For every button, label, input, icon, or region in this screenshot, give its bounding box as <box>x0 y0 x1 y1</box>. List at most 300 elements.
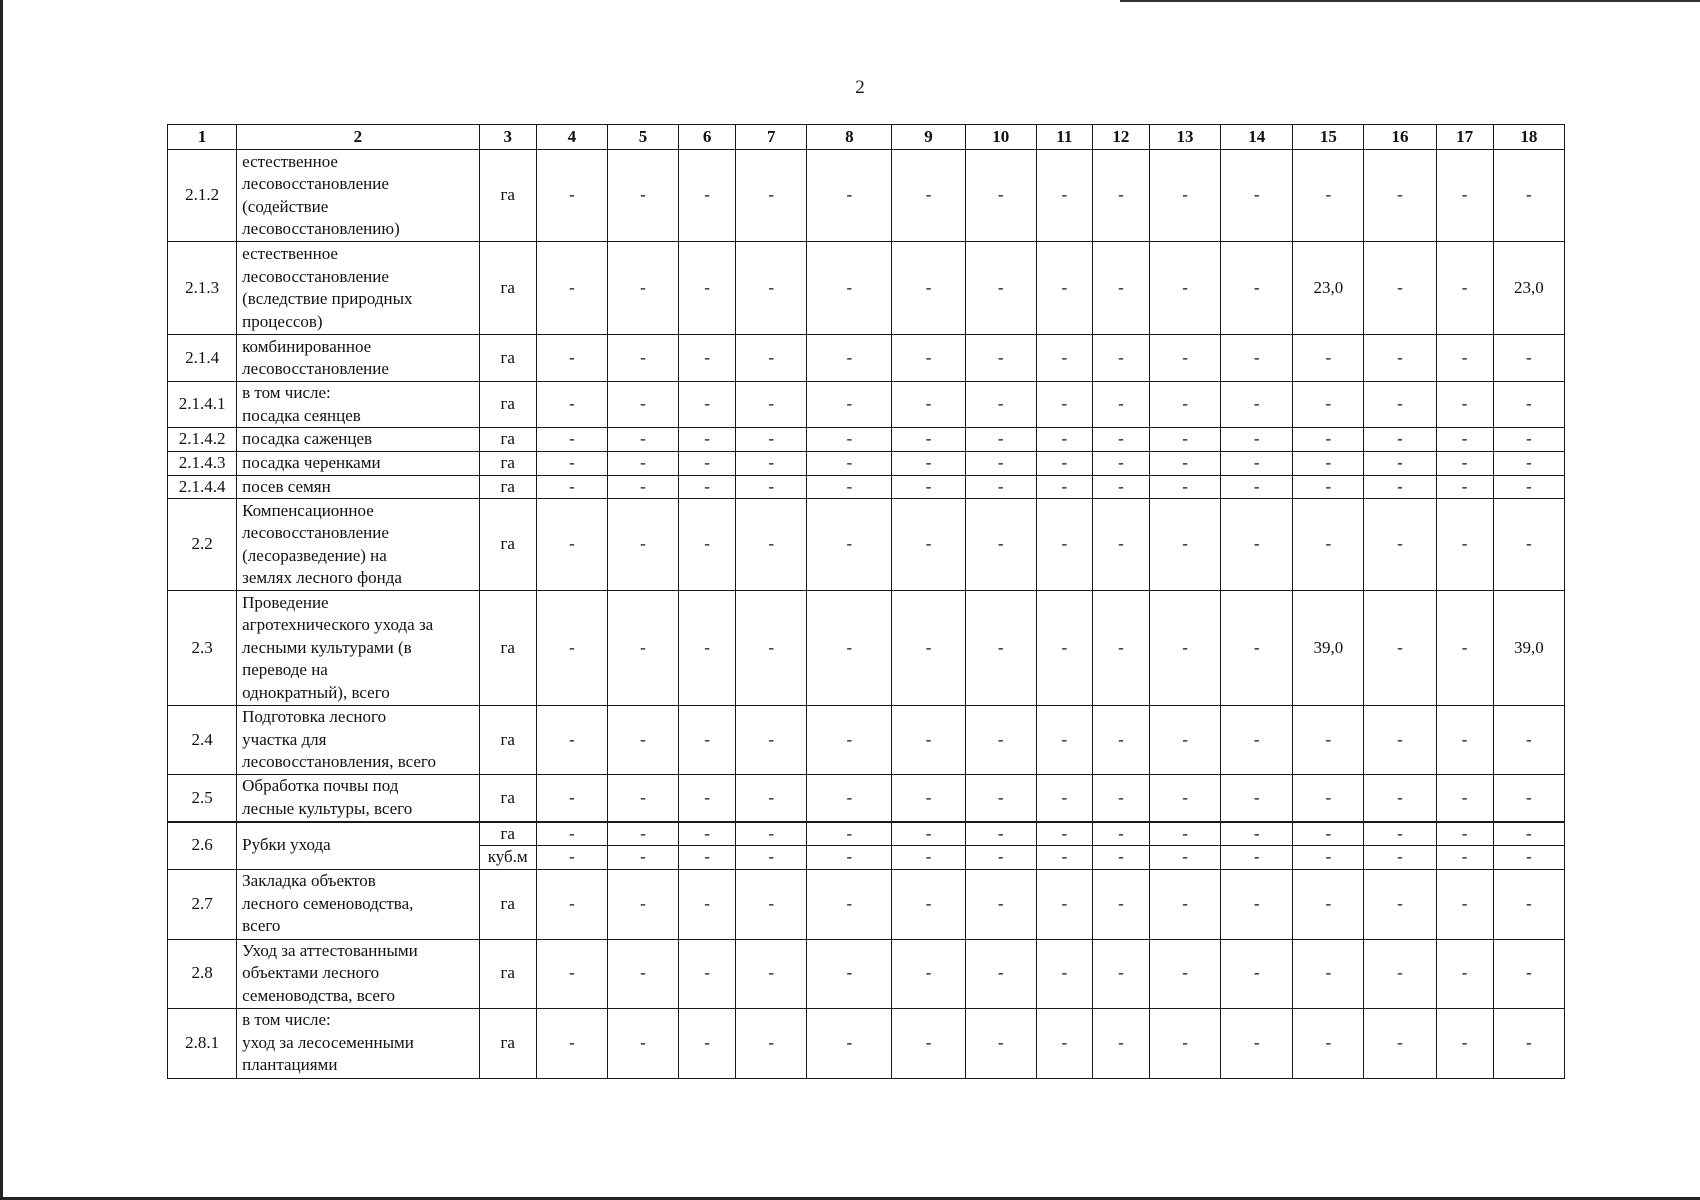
value-cell-col-6: - <box>679 451 736 475</box>
row-unit: га <box>479 706 536 775</box>
value-cell-col-16: - <box>1364 382 1436 428</box>
value-cell-col-6: - <box>679 775 736 822</box>
value-cell-col-6: - <box>679 706 736 775</box>
value-cell-col-11: - <box>1036 939 1092 1008</box>
value-cell-col-11: - <box>1036 591 1092 706</box>
row-name: естественное лесовосстановление (вследствие природных процессов) <box>237 242 480 335</box>
value-cell-col-7: - <box>736 1008 807 1078</box>
value-cell-col-12: - <box>1092 822 1149 846</box>
value-cell-col-11: - <box>1036 451 1092 475</box>
value-cell-col-11: - <box>1036 335 1092 382</box>
value-cell-col-14: - <box>1221 939 1293 1008</box>
value-cell-col-6: - <box>679 382 736 428</box>
value-cell-col-13: - <box>1149 591 1220 706</box>
value-cell-col-8: - <box>807 428 892 452</box>
value-cell-col-7: - <box>736 475 807 499</box>
value-cell-col-17: - <box>1436 475 1493 499</box>
value-cell-col-10: - <box>965 846 1036 870</box>
table-row <box>168 475 1565 499</box>
value-cell-col-16: - <box>1364 822 1436 846</box>
row-unit: га <box>479 428 536 452</box>
value-cell-col-16: - <box>1364 451 1436 475</box>
column-header-7: 7 <box>736 125 807 150</box>
column-header-17: 17 <box>1436 125 1493 150</box>
value-cell-col-18: - <box>1493 822 1564 846</box>
value-cell-col-5: - <box>607 591 678 706</box>
column-header-14: 14 <box>1221 125 1293 150</box>
value-cell-col-4: - <box>536 846 607 870</box>
value-cell-col-9: - <box>892 822 965 846</box>
value-cell-col-4: - <box>536 939 607 1008</box>
value-cell-col-17: - <box>1436 706 1493 775</box>
value-cell-col-16: - <box>1364 706 1436 775</box>
value-cell-col-17: - <box>1436 150 1493 242</box>
column-header-11: 11 <box>1036 125 1092 150</box>
row-number: 2.4 <box>168 706 237 775</box>
value-cell-col-8: - <box>807 150 892 242</box>
table-row <box>168 1008 1565 1078</box>
row-number: 2.7 <box>168 869 237 939</box>
column-header-4: 4 <box>536 125 607 150</box>
value-cell-col-4: - <box>536 775 607 822</box>
row-name: посадка черенками <box>237 451 480 475</box>
value-cell-col-15: 39,0 <box>1293 591 1364 706</box>
value-cell-col-6: - <box>679 242 736 335</box>
value-cell-col-6: - <box>679 846 736 870</box>
value-cell-col-18: - <box>1493 869 1564 939</box>
row-name: Компенсационное лесовосстановление (лесоразведение) на землях лесного фонда <box>237 499 480 591</box>
scan-left-border <box>0 0 3 1200</box>
value-cell-col-6: - <box>679 428 736 452</box>
row-unit: га <box>479 382 536 428</box>
scan-top-line <box>1120 0 1700 2</box>
value-cell-col-15: - <box>1293 150 1364 242</box>
value-cell-col-10: - <box>965 428 1036 452</box>
value-cell-col-8: - <box>807 706 892 775</box>
value-cell-col-5: - <box>607 846 678 870</box>
value-cell-col-9: - <box>892 939 965 1008</box>
value-cell-col-17: - <box>1436 939 1493 1008</box>
value-cell-col-5: - <box>607 382 678 428</box>
value-cell-col-8: - <box>807 939 892 1008</box>
value-cell-col-7: - <box>736 242 807 335</box>
value-cell-col-17: - <box>1436 1008 1493 1078</box>
value-cell-col-16: - <box>1364 499 1436 591</box>
value-cell-col-10: - <box>965 775 1036 822</box>
value-cell-col-16: - <box>1364 869 1436 939</box>
value-cell-col-15: - <box>1293 499 1364 591</box>
value-cell-col-12: - <box>1092 475 1149 499</box>
value-cell-col-14: - <box>1221 822 1293 846</box>
value-cell-col-7: - <box>736 846 807 870</box>
value-cell-col-11: - <box>1036 150 1092 242</box>
value-cell-col-15: - <box>1293 706 1364 775</box>
value-cell-col-10: - <box>965 499 1036 591</box>
row-name: Проведение агротехнического ухода за лесными культурами (в переводе на однократный), всего <box>237 591 480 706</box>
value-cell-col-14: - <box>1221 869 1293 939</box>
value-cell-col-11: - <box>1036 382 1092 428</box>
value-cell-col-17: - <box>1436 242 1493 335</box>
value-cell-col-17: - <box>1436 869 1493 939</box>
row-number: 2.1.4.3 <box>168 451 237 475</box>
row-unit: га <box>479 822 536 846</box>
value-cell-col-15: - <box>1293 1008 1364 1078</box>
row-unit: га <box>479 150 536 242</box>
value-cell-col-9: - <box>892 775 965 822</box>
value-cell-col-18: - <box>1493 846 1564 870</box>
value-cell-col-14: - <box>1221 451 1293 475</box>
value-cell-col-7: - <box>736 499 807 591</box>
row-number: 2.1.4.2 <box>168 428 237 452</box>
value-cell-col-13: - <box>1149 150 1220 242</box>
value-cell-col-7: - <box>736 869 807 939</box>
value-cell-col-6: - <box>679 1008 736 1078</box>
value-cell-col-10: - <box>965 382 1036 428</box>
value-cell-col-15: - <box>1293 428 1364 452</box>
value-cell-col-11: - <box>1036 869 1092 939</box>
value-cell-col-10: - <box>965 869 1036 939</box>
value-cell-col-13: - <box>1149 822 1220 846</box>
column-header-6: 6 <box>679 125 736 150</box>
column-header-15: 15 <box>1293 125 1364 150</box>
value-cell-col-4: - <box>536 591 607 706</box>
table-row <box>168 775 1565 822</box>
column-header-12: 12 <box>1092 125 1149 150</box>
column-header-13: 13 <box>1149 125 1220 150</box>
value-cell-col-10: - <box>965 1008 1036 1078</box>
value-cell-col-9: - <box>892 1008 965 1078</box>
value-cell-col-17: - <box>1436 451 1493 475</box>
value-cell-col-6: - <box>679 822 736 846</box>
value-cell-col-6: - <box>679 499 736 591</box>
value-cell-col-9: - <box>892 242 965 335</box>
column-header-18: 18 <box>1493 125 1564 150</box>
column-header-9: 9 <box>892 125 965 150</box>
value-cell-col-8: - <box>807 869 892 939</box>
row-name: Подготовка лесного участка для лесовосстановления, всего <box>237 706 480 775</box>
row-unit: га <box>479 451 536 475</box>
value-cell-col-18: - <box>1493 475 1564 499</box>
value-cell-col-6: - <box>679 869 736 939</box>
value-cell-col-4: - <box>536 706 607 775</box>
value-cell-col-11: - <box>1036 428 1092 452</box>
row-name: естественное лесовосстановление (содействие лесовосстановлению) <box>237 150 480 242</box>
value-cell-col-8: - <box>807 591 892 706</box>
value-cell-col-5: - <box>607 428 678 452</box>
column-header-2: 2 <box>237 125 480 150</box>
row-unit: га <box>479 475 536 499</box>
value-cell-col-11: - <box>1036 822 1092 846</box>
value-cell-col-13: - <box>1149 428 1220 452</box>
value-cell-col-4: - <box>536 382 607 428</box>
value-cell-col-4: - <box>536 451 607 475</box>
value-cell-col-17: - <box>1436 382 1493 428</box>
value-cell-col-5: - <box>607 706 678 775</box>
value-cell-col-16: - <box>1364 775 1436 822</box>
page-number: 2 <box>855 77 865 98</box>
table-body <box>168 150 1565 1079</box>
value-cell-col-11: - <box>1036 475 1092 499</box>
value-cell-col-11: - <box>1036 499 1092 591</box>
table-row <box>168 382 1565 428</box>
row-name: в том числе: посадка сеянцев <box>237 382 480 428</box>
value-cell-col-16: - <box>1364 591 1436 706</box>
value-cell-col-12: - <box>1092 335 1149 382</box>
value-cell-col-5: - <box>607 939 678 1008</box>
value-cell-col-12: - <box>1092 869 1149 939</box>
data-table <box>167 124 1565 1079</box>
value-cell-col-12: - <box>1092 382 1149 428</box>
column-header-16: 16 <box>1364 125 1436 150</box>
value-cell-col-13: - <box>1149 335 1220 382</box>
value-cell-col-7: - <box>736 451 807 475</box>
value-cell-col-16: - <box>1364 1008 1436 1078</box>
row-name: Обработка почвы под лесные культуры, всего <box>237 775 480 822</box>
row-number: 2.8 <box>168 939 237 1008</box>
row-number: 2.2 <box>168 499 237 591</box>
value-cell-col-15: - <box>1293 451 1364 475</box>
value-cell-col-9: - <box>892 499 965 591</box>
value-cell-col-7: - <box>736 335 807 382</box>
value-cell-col-18: - <box>1493 382 1564 428</box>
value-cell-col-7: - <box>736 591 807 706</box>
value-cell-col-4: - <box>536 499 607 591</box>
value-cell-col-14: - <box>1221 499 1293 591</box>
value-cell-col-8: - <box>807 451 892 475</box>
value-cell-col-4: - <box>536 335 607 382</box>
value-cell-col-14: - <box>1221 382 1293 428</box>
value-cell-col-11: - <box>1036 846 1092 870</box>
value-cell-col-5: - <box>607 499 678 591</box>
value-cell-col-17: - <box>1436 335 1493 382</box>
value-cell-col-4: - <box>536 869 607 939</box>
row-number: 2.8.1 <box>168 1008 237 1078</box>
row-name: Закладка объектов лесного семеноводства, всего <box>237 869 480 939</box>
value-cell-col-18: - <box>1493 150 1564 242</box>
row-name: в том числе: уход за лесосеменными плантациями <box>237 1008 480 1078</box>
value-cell-col-17: - <box>1436 846 1493 870</box>
row-name: посев семян <box>237 475 480 499</box>
value-cell-col-10: - <box>965 451 1036 475</box>
value-cell-col-12: - <box>1092 846 1149 870</box>
value-cell-col-16: - <box>1364 846 1436 870</box>
row-unit: га <box>479 939 536 1008</box>
value-cell-col-4: - <box>536 242 607 335</box>
value-cell-col-12: - <box>1092 499 1149 591</box>
value-cell-col-14: - <box>1221 1008 1293 1078</box>
value-cell-col-14: - <box>1221 335 1293 382</box>
value-cell-col-8: - <box>807 475 892 499</box>
value-cell-col-10: - <box>965 706 1036 775</box>
value-cell-col-13: - <box>1149 939 1220 1008</box>
value-cell-col-9: - <box>892 382 965 428</box>
value-cell-col-8: - <box>807 242 892 335</box>
row-name: Уход за аттестованными объектами лесного семеноводства, всего <box>237 939 480 1008</box>
table-row <box>168 869 1565 939</box>
value-cell-col-18: - <box>1493 706 1564 775</box>
row-unit: га <box>479 869 536 939</box>
value-cell-col-10: - <box>965 475 1036 499</box>
value-cell-col-17: - <box>1436 499 1493 591</box>
value-cell-col-8: - <box>807 846 892 870</box>
value-cell-col-4: - <box>536 475 607 499</box>
value-cell-col-10: - <box>965 591 1036 706</box>
value-cell-col-18: - <box>1493 428 1564 452</box>
value-cell-col-12: - <box>1092 939 1149 1008</box>
value-cell-col-6: - <box>679 475 736 499</box>
value-cell-col-5: - <box>607 869 678 939</box>
row-unit: га <box>479 591 536 706</box>
row-number: 2.1.4 <box>168 335 237 382</box>
value-cell-col-10: - <box>965 939 1036 1008</box>
value-cell-col-5: - <box>607 475 678 499</box>
value-cell-col-8: - <box>807 499 892 591</box>
value-cell-col-5: - <box>607 150 678 242</box>
row-unit: куб.м <box>479 846 536 870</box>
value-cell-col-11: - <box>1036 775 1092 822</box>
value-cell-col-7: - <box>736 775 807 822</box>
value-cell-col-13: - <box>1149 242 1220 335</box>
row-unit: га <box>479 242 536 335</box>
value-cell-col-9: - <box>892 150 965 242</box>
table-row <box>168 242 1565 335</box>
value-cell-col-7: - <box>736 428 807 452</box>
value-cell-col-9: - <box>892 869 965 939</box>
value-cell-col-14: - <box>1221 706 1293 775</box>
value-cell-col-13: - <box>1149 1008 1220 1078</box>
value-cell-col-18: - <box>1493 1008 1564 1078</box>
value-cell-col-8: - <box>807 775 892 822</box>
value-cell-col-9: - <box>892 335 965 382</box>
value-cell-col-8: - <box>807 822 892 846</box>
value-cell-col-9: - <box>892 706 965 775</box>
value-cell-col-8: - <box>807 1008 892 1078</box>
value-cell-col-13: - <box>1149 499 1220 591</box>
value-cell-col-7: - <box>736 822 807 846</box>
value-cell-col-15: - <box>1293 775 1364 822</box>
value-cell-col-7: - <box>736 939 807 1008</box>
row-unit: га <box>479 335 536 382</box>
value-cell-col-14: - <box>1221 475 1293 499</box>
row-unit: га <box>479 1008 536 1078</box>
value-cell-col-10: - <box>965 335 1036 382</box>
value-cell-col-7: - <box>736 150 807 242</box>
value-cell-col-15: - <box>1293 475 1364 499</box>
value-cell-col-8: - <box>807 382 892 428</box>
value-cell-col-15: - <box>1293 382 1364 428</box>
value-cell-col-9: - <box>892 475 965 499</box>
value-cell-col-6: - <box>679 150 736 242</box>
value-cell-col-16: - <box>1364 150 1436 242</box>
value-cell-col-16: - <box>1364 335 1436 382</box>
value-cell-col-17: - <box>1436 591 1493 706</box>
value-cell-col-7: - <box>736 382 807 428</box>
value-cell-col-16: - <box>1364 475 1436 499</box>
value-cell-col-6: - <box>679 335 736 382</box>
value-cell-col-16: - <box>1364 939 1436 1008</box>
value-cell-col-11: - <box>1036 242 1092 335</box>
value-cell-col-13: - <box>1149 451 1220 475</box>
value-cell-col-12: - <box>1092 706 1149 775</box>
value-cell-col-9: - <box>892 591 965 706</box>
value-cell-col-15: - <box>1293 939 1364 1008</box>
value-cell-col-17: - <box>1436 428 1493 452</box>
value-cell-col-12: - <box>1092 242 1149 335</box>
value-cell-col-6: - <box>679 591 736 706</box>
value-cell-col-16: - <box>1364 428 1436 452</box>
column-header-10: 10 <box>965 125 1036 150</box>
value-cell-col-15: - <box>1293 822 1364 846</box>
value-cell-col-6: - <box>679 939 736 1008</box>
value-cell-col-15: - <box>1293 335 1364 382</box>
row-name: посадка саженцев <box>237 428 480 452</box>
value-cell-col-10: - <box>965 150 1036 242</box>
value-cell-col-10: - <box>965 822 1036 846</box>
value-cell-col-13: - <box>1149 706 1220 775</box>
table-row <box>168 150 1565 242</box>
row-number: 2.1.3 <box>168 242 237 335</box>
table-row <box>168 499 1565 591</box>
value-cell-col-11: - <box>1036 1008 1092 1078</box>
row-number: 2.1.4.1 <box>168 382 237 428</box>
row-number: 2.1.4.4 <box>168 475 237 499</box>
table-row <box>168 706 1565 775</box>
value-cell-col-7: - <box>736 706 807 775</box>
column-header-5: 5 <box>607 125 678 150</box>
value-cell-col-14: - <box>1221 775 1293 822</box>
value-cell-col-14: - <box>1221 150 1293 242</box>
value-cell-col-15: - <box>1293 846 1364 870</box>
value-cell-col-12: - <box>1092 150 1149 242</box>
value-cell-col-13: - <box>1149 382 1220 428</box>
table-row <box>168 451 1565 475</box>
value-cell-col-18: - <box>1493 499 1564 591</box>
row-name: Рубки ухода <box>237 822 480 870</box>
value-cell-col-18: - <box>1493 775 1564 822</box>
value-cell-col-5: - <box>607 451 678 475</box>
value-cell-col-13: - <box>1149 475 1220 499</box>
value-cell-col-17: - <box>1436 775 1493 822</box>
value-cell-col-14: - <box>1221 242 1293 335</box>
value-cell-col-5: - <box>607 822 678 846</box>
row-number: 2.6 <box>168 822 237 870</box>
value-cell-col-9: - <box>892 451 965 475</box>
value-cell-col-4: - <box>536 1008 607 1078</box>
row-number: 2.3 <box>168 591 237 706</box>
row-number: 2.1.2 <box>168 150 237 242</box>
value-cell-col-14: - <box>1221 591 1293 706</box>
row-name: комбинированное лесовосстановление <box>237 335 480 382</box>
value-cell-col-14: - <box>1221 428 1293 452</box>
value-cell-col-4: - <box>536 428 607 452</box>
table-row <box>168 939 1565 1008</box>
table-row <box>168 822 1565 846</box>
value-cell-col-5: - <box>607 242 678 335</box>
row-number: 2.5 <box>168 775 237 822</box>
value-cell-col-18: - <box>1493 939 1564 1008</box>
table-row <box>168 335 1565 382</box>
row-unit: га <box>479 499 536 591</box>
value-cell-col-12: - <box>1092 451 1149 475</box>
column-header-1: 1 <box>168 125 237 150</box>
value-cell-col-8: - <box>807 335 892 382</box>
row-unit: га <box>479 775 536 822</box>
value-cell-col-10: - <box>965 242 1036 335</box>
column-header-3: 3 <box>479 125 536 150</box>
value-cell-col-13: - <box>1149 846 1220 870</box>
header-row <box>168 125 1565 150</box>
value-cell-col-9: - <box>892 846 965 870</box>
